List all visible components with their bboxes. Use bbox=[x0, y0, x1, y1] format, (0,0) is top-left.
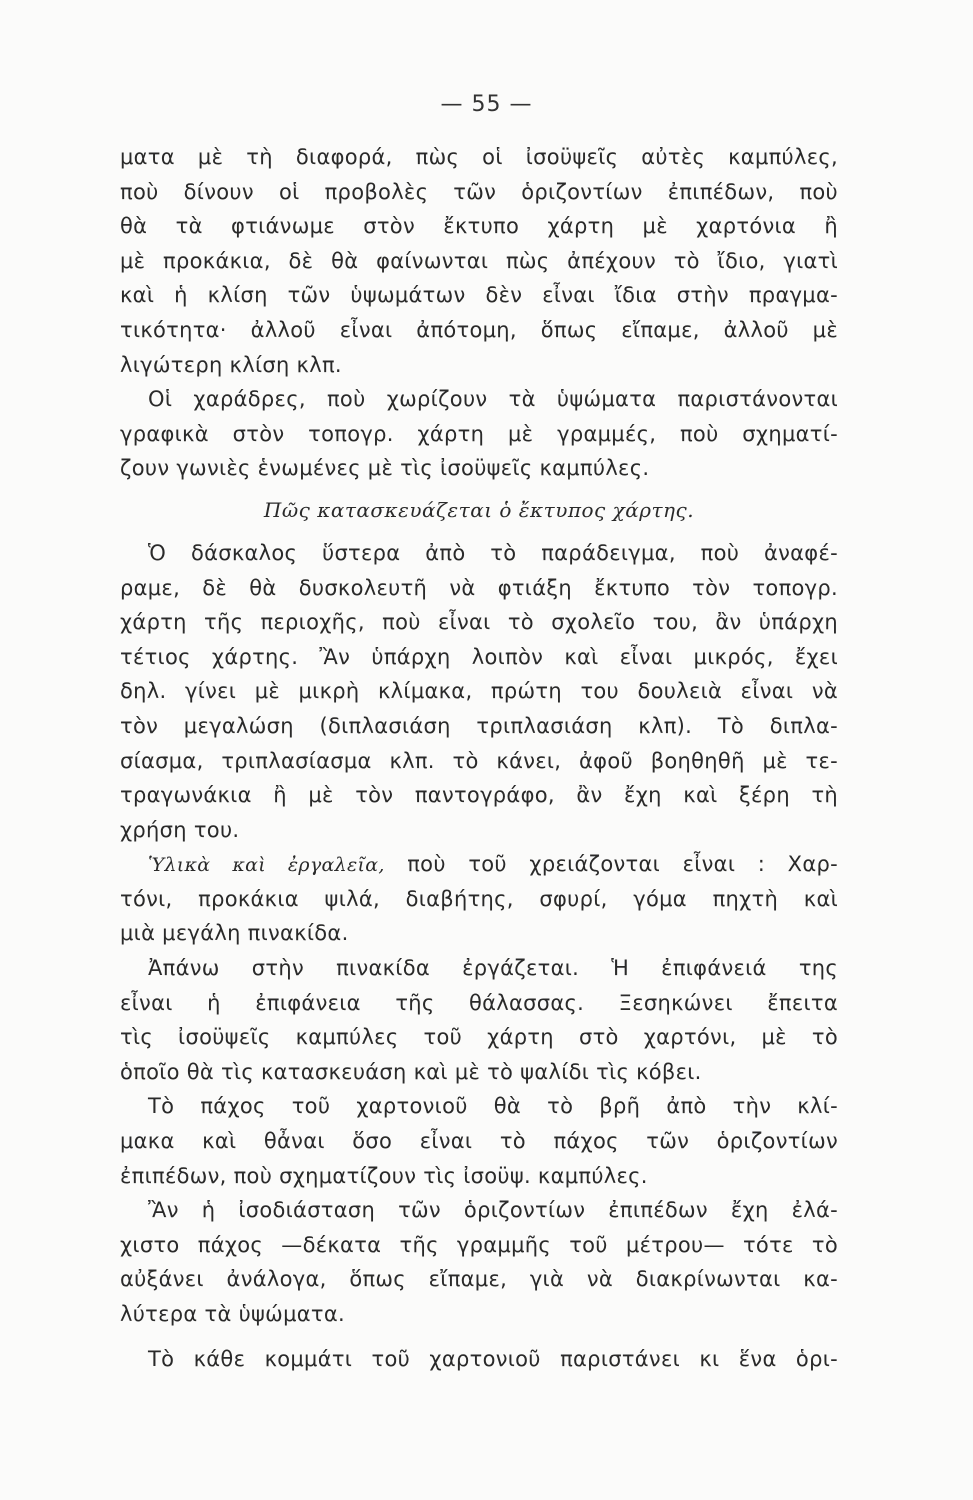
text-line: θὰ τὰ φτιάνωμε στὸν ἔκτυπο χάρτη μὲ χαρτόνια ἢ bbox=[120, 214, 838, 239]
text-line: καὶ ἡ κλίση τῶν ὑψωμάτων δὲν εἶναι ἴδια στὴν πραγμα- bbox=[120, 283, 838, 308]
text-line: Ἂν ἡ ἰσοδιάσταση τῶν ὁριζοντίων ἐπιπέδων ἔχη ἐλά- bbox=[148, 1198, 838, 1223]
text-line: λιγώτερη κλίση κλπ. bbox=[120, 352, 342, 377]
paragraph bbox=[120, 951, 838, 1089]
text-line: χάρτη τῆς περιοχῆς, ποὺ εἶναι τὸ σχολεῖο του, ἂν ὑπάρχη bbox=[120, 610, 838, 635]
section-heading: Πῶς κατασκευάζεται ὁ ἔκτυπος χάρτης. bbox=[263, 497, 695, 522]
paragraph bbox=[120, 847, 838, 951]
text-line: Ἀπάνω στὴν πινακίδα ἐργάζεται. Ἡ ἐπιφάνειά της bbox=[148, 956, 838, 981]
text-line bbox=[120, 847, 838, 882]
paragraph bbox=[120, 1193, 838, 1331]
paragraph bbox=[120, 1089, 838, 1193]
text-line: Τὸ πάχος τοῦ χαρτονιοῦ θὰ τὸ βρῆ ἀπὸ τὴν κλί- bbox=[148, 1094, 838, 1119]
text-line: τραγωνάκια ἢ μὲ τὸν παντογράφο, ἂν ἔχη καὶ ξέρη τὴ bbox=[120, 783, 838, 808]
text-line: ραμε, δὲ θὰ δυσκολευτῆ νὰ φτιάξη ἔκτυπο τὸν τοπογρ. bbox=[120, 575, 838, 600]
text-fragment: ποὺ τοῦ χρειάζονται εἶναι : Χαρ- bbox=[384, 852, 839, 877]
text-line: ἐπιπέδων, ποὺ σχηματίζουν τὶς ἰσοϋψ. καμπύλες. bbox=[120, 1163, 648, 1188]
text-line: Ὁ δάσκαλος ὕστερα ἀπὸ τὸ παράδειγμα, ποὺ ἀναφέ- bbox=[148, 540, 838, 565]
text-line: σίασμα, τριπλασίασμα κλπ. τὸ κάνει, ἀφοῦ βοηθηθῆ μὲ τε- bbox=[120, 748, 838, 773]
paragraph bbox=[120, 536, 838, 847]
text-line: χιστο πάχος —δέκατα τῆς γραμμῆς τοῦ μέτρου— τότε τὸ bbox=[120, 1232, 838, 1257]
text-line: ματα μὲ τὴ διαφορά, πὼς οἱ ἰσοϋψεῖς αὐτὲς καμπύλες, bbox=[120, 145, 838, 169]
text-line: Τὸ κάθε κομμάτι τοῦ χαρτονιοῦ παριστάνει κι ἕνα ὁρι- bbox=[148, 1346, 838, 1371]
body-text bbox=[120, 140, 838, 1376]
text-line: δηλ. γίνει μὲ μικρὴ κλίμακα, πρώτη του δουλειὰ εἶναι νὰ bbox=[120, 679, 838, 704]
text-line: Οἱ χαράδρες, ποὺ χωρίζουν τὰ ὑψώματα παριστάνονται bbox=[148, 387, 838, 412]
text-line: μὲ προκάκια, δὲ θὰ φαίνωνται πὼς ἀπέχουν τὸ ἴδιο, γιατὶ bbox=[120, 248, 838, 273]
text-line: τὸν μεγαλώση (διπλασιάση τριπλασιάση κλπ). Τὸ διπλα- bbox=[120, 713, 838, 738]
emphasis-term: Ὑλικὰ καὶ ἐργαλεῖα, bbox=[148, 854, 385, 877]
text-line: εἶναι ἡ ἐπιφάνεια τῆς θάλασσας. Ξεσηκώνει ἔπειτα bbox=[120, 990, 838, 1015]
text-line: λύτερα τὰ ὑψώματα. bbox=[120, 1302, 345, 1326]
paragraph-spacer bbox=[120, 1332, 838, 1342]
text-line: ζουν γωνιὲς ἑνωμένες μὲ τὶς ἰσοϋψεῖς καμπύλες. bbox=[120, 456, 650, 481]
text-line: ὁποῖο θὰ τὶς κατασκευάση καὶ μὲ τὸ ψαλίδι τὶς κόβει. bbox=[120, 1059, 702, 1084]
text-line: τέτιος χάρτης. Ἂν ὑπάρχη λοιπὸν καὶ εἶναι μικρός, ἔχει bbox=[120, 644, 838, 669]
text-line: τικότητα· ἀλλοῦ εἶναι ἀπότομη, ὅπως εἴπαμε, ἀλλοῦ μὲ bbox=[120, 317, 838, 342]
text-line: τόνι, προκάκια ψιλά, διαβήτης, σφυρί, γόμα πηχτὴ καὶ bbox=[120, 886, 838, 911]
paragraph bbox=[120, 382, 838, 486]
text-line: ποὺ δίνουν οἱ προβολὲς τῶν ὁριζοντίων ἐπιπέδων, ποὺ bbox=[120, 179, 838, 204]
text-line: τὶς ἰσοϋψεῖς καμπύλες τοῦ χάρτη στὸ χαρτόνι, μὲ τὸ bbox=[120, 1025, 838, 1050]
text-line: χρήση του. bbox=[120, 817, 240, 842]
page-number: — 55 — bbox=[440, 92, 533, 117]
paragraph bbox=[120, 140, 838, 382]
text-line: γραφικὰ στὸν τοπογρ. χάρτη μὲ γραμμές, ποὺ σχηματί- bbox=[120, 421, 838, 446]
text-line: μακα καὶ θἆναι ὅσο εἶναι τὸ πάχος τῶν ὁριζοντίων bbox=[120, 1129, 838, 1154]
text-line: αὐξάνει ἀνάλογα, ὅπως εἴπαμε, γιὰ νὰ διακρίνωνται κα- bbox=[120, 1267, 838, 1292]
paragraph bbox=[120, 1342, 838, 1377]
text-line: μιὰ μεγάλη πινακίδα. bbox=[120, 921, 349, 946]
